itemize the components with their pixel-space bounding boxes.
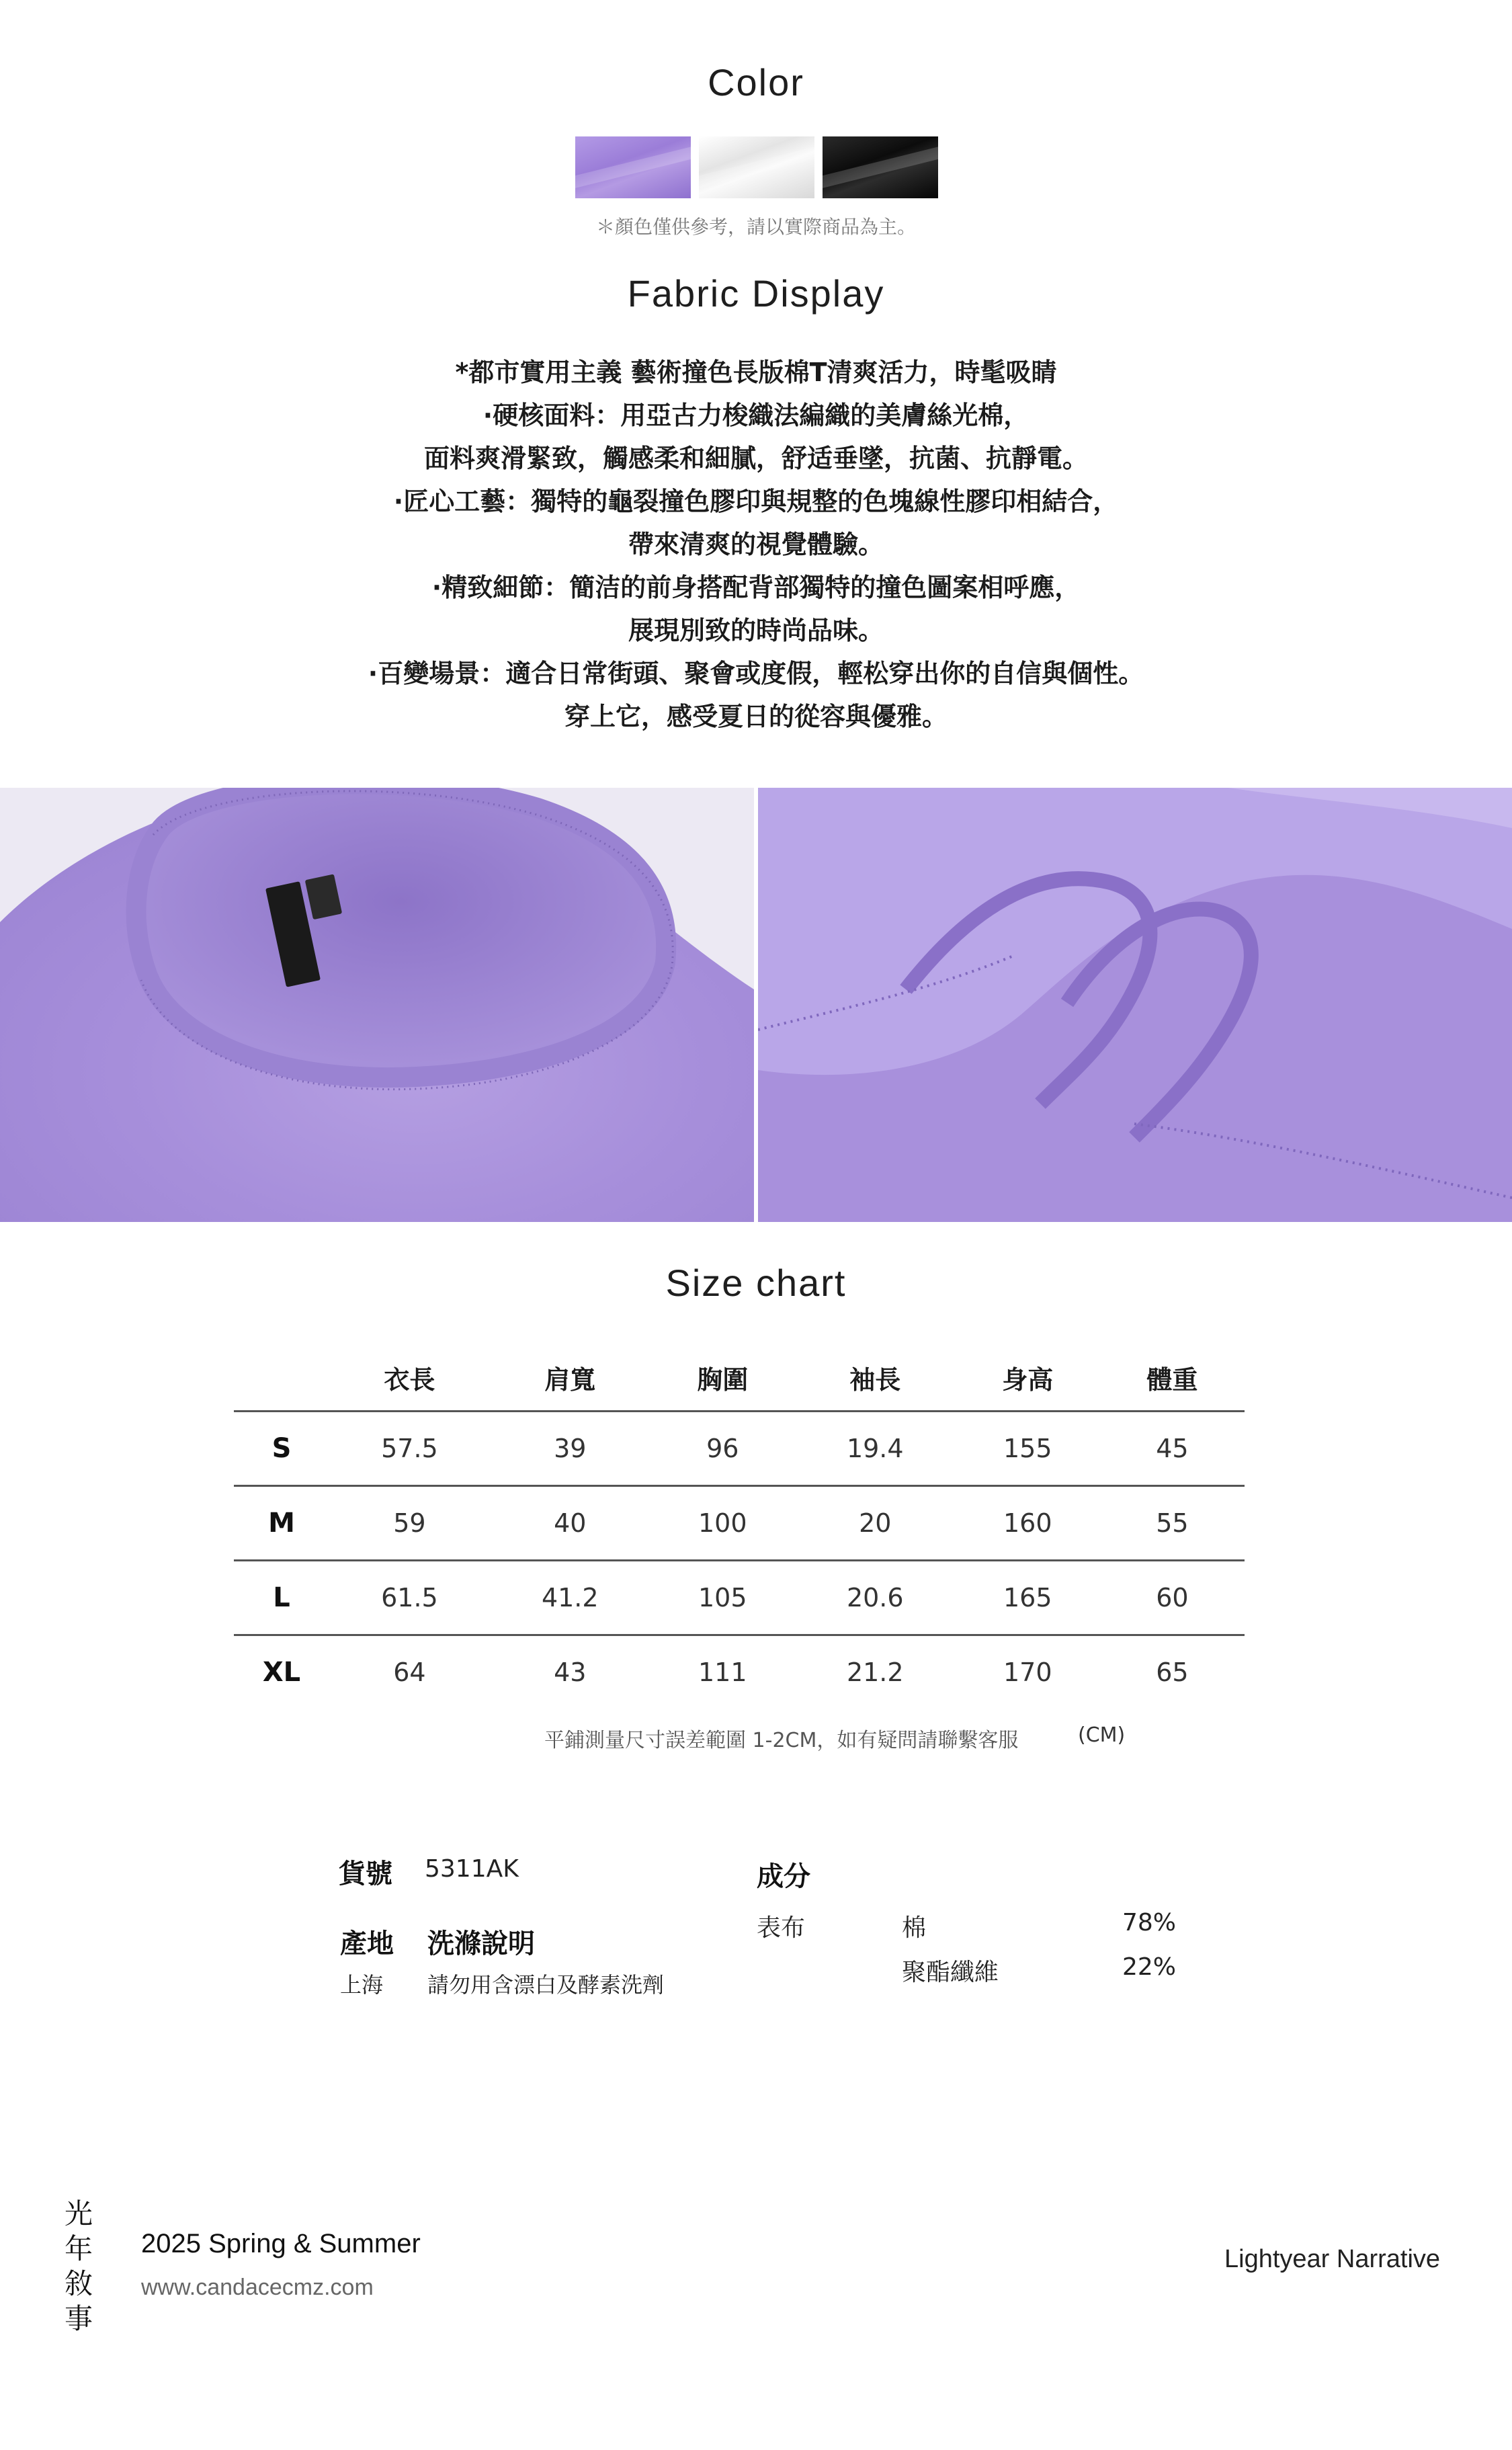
table-cell: 111 — [650, 1635, 795, 1709]
brand-char: 敘 — [64, 2267, 93, 2300]
table-cell: 59 — [329, 1486, 490, 1561]
fabric-line: 帶來清爽的視覺體驗。 — [628, 530, 884, 559]
fabric-line: 展現別致的時尚品味。 — [628, 616, 884, 645]
footer-tagline: Lightyear Narrative — [1224, 2245, 1441, 2273]
table-row — [234, 1486, 1245, 1561]
table-cell: 96 — [650, 1412, 795, 1486]
table-cell: 155 — [956, 1412, 1100, 1486]
fabric-line: ·百變場景：適合日常街頭、聚會或度假，輕松穿出你的自信與個性。 — [368, 659, 1144, 688]
size-label: L — [234, 1561, 329, 1635]
table-cell: 20.6 — [795, 1561, 956, 1635]
swatch-black[interactable] — [823, 136, 938, 198]
table-cell: 45 — [1100, 1412, 1245, 1486]
table-cell: 160 — [956, 1486, 1100, 1561]
table-cell: 39 — [490, 1412, 650, 1486]
table-cell: 57.5 — [329, 1412, 490, 1486]
fabric-line: *都市實用主義 藝術撞色長版棉T清爽活力，時髦吸睛 — [455, 358, 1057, 387]
brand-vertical-logo — [62, 2197, 95, 2336]
brand-char: 事 — [64, 2302, 93, 2335]
table-cell: 43 — [490, 1635, 650, 1709]
color-note: ＊顏色僅供參考，請以實際商品為主。 — [595, 216, 916, 238]
table-cell: 61.5 — [329, 1561, 490, 1635]
composition-label: 成分 — [757, 1861, 810, 1892]
table-row — [234, 1561, 1245, 1635]
swatch-white[interactable] — [699, 136, 814, 198]
size-chart-title: Size chart — [665, 1262, 847, 1304]
fabric-description — [202, 351, 1310, 738]
color-title: Color — [708, 61, 804, 104]
size-header-empty — [234, 1344, 329, 1412]
footer-url-link[interactable]: www.candacecmz.com — [141, 2275, 374, 2300]
table-cell: 19.4 — [795, 1412, 956, 1486]
sku-value: 5311AK — [425, 1855, 519, 1883]
fabric-label: 表布 — [757, 1914, 806, 1942]
table-cell: 40 — [490, 1486, 650, 1561]
origin-label: 產地 — [340, 1928, 394, 1959]
fabric-line: 面料爽滑緊致，觸感柔和細膩，舒适垂墜，抗菌、抗靜電。 — [423, 444, 1088, 473]
table-row — [234, 1635, 1245, 1709]
size-header-shoulder: 肩寬 — [544, 1364, 596, 1395]
size-label: M — [234, 1486, 329, 1561]
table-cell: 20 — [795, 1486, 956, 1561]
size-header-sleeve: 袖長 — [849, 1364, 901, 1395]
size-table-header — [234, 1344, 1245, 1412]
table-cell: 65 — [1100, 1635, 1245, 1709]
size-note: 平鋪測量尺寸誤差範圍 1-2CM，如有疑問請聯繫客服 — [544, 1729, 1019, 1752]
size-unit: (CM) — [1078, 1723, 1126, 1747]
collar-closeup-photo — [0, 788, 754, 1222]
material-name: 聚酯纖維 — [902, 1959, 999, 1986]
table-cell: 105 — [650, 1561, 795, 1635]
hem-fold-closeup-photo — [758, 788, 1512, 1222]
fabric-line: ·硬核面料：用亞古力梭織法編織的美膚絲光棉， — [482, 401, 1030, 430]
fabric-line: ·精致細節：簡洁的前身搭配背部獨特的撞色圖案相呼應， — [431, 573, 1081, 602]
brand-char: 光 — [64, 2197, 93, 2230]
table-cell: 64 — [329, 1635, 490, 1709]
size-table — [234, 1344, 1245, 1709]
table-row — [234, 1412, 1245, 1486]
fabric-line: 穿上它，感受夏日的從容與優雅。 — [564, 702, 948, 731]
fabric-line: ·匠心工藝：獨特的龜裂撞色膠印與規整的色塊線性膠印相結合， — [393, 487, 1119, 516]
size-label: S — [234, 1412, 329, 1486]
color-swatches — [575, 136, 938, 198]
table-cell: 165 — [956, 1561, 1100, 1635]
material-name: 棉 — [902, 1914, 927, 1942]
table-cell: 60 — [1100, 1561, 1245, 1635]
size-header-height: 身高 — [1002, 1364, 1054, 1395]
brand-char: 年 — [64, 2232, 93, 2265]
wash-value: 請勿用含漂白及酵素洗劑 — [427, 1972, 665, 1998]
size-label: XL — [234, 1635, 329, 1709]
table-cell: 55 — [1100, 1486, 1245, 1561]
collar-illustration — [0, 788, 754, 1222]
swatch-purple[interactable] — [575, 136, 691, 198]
sku-label: 貨號 — [339, 1859, 392, 1889]
size-header-chest: 胸圍 — [697, 1364, 749, 1395]
origin-value: 上海 — [340, 1972, 384, 1998]
size-header-length: 衣長 — [384, 1364, 435, 1395]
footer-season: 2025 Spring & Summer — [141, 2229, 421, 2258]
table-cell: 170 — [956, 1635, 1100, 1709]
size-header-weight: 體重 — [1146, 1364, 1198, 1395]
table-cell: 21.2 — [795, 1635, 956, 1709]
table-cell: 41.2 — [490, 1561, 650, 1635]
material-percent: 22% — [1122, 1953, 1177, 1981]
wash-label: 洗滌說明 — [427, 1928, 535, 1959]
material-percent: 78% — [1122, 1909, 1177, 1936]
hem-illustration — [758, 788, 1512, 1222]
fabric-title: Fabric Display — [627, 272, 885, 315]
table-cell: 100 — [650, 1486, 795, 1561]
